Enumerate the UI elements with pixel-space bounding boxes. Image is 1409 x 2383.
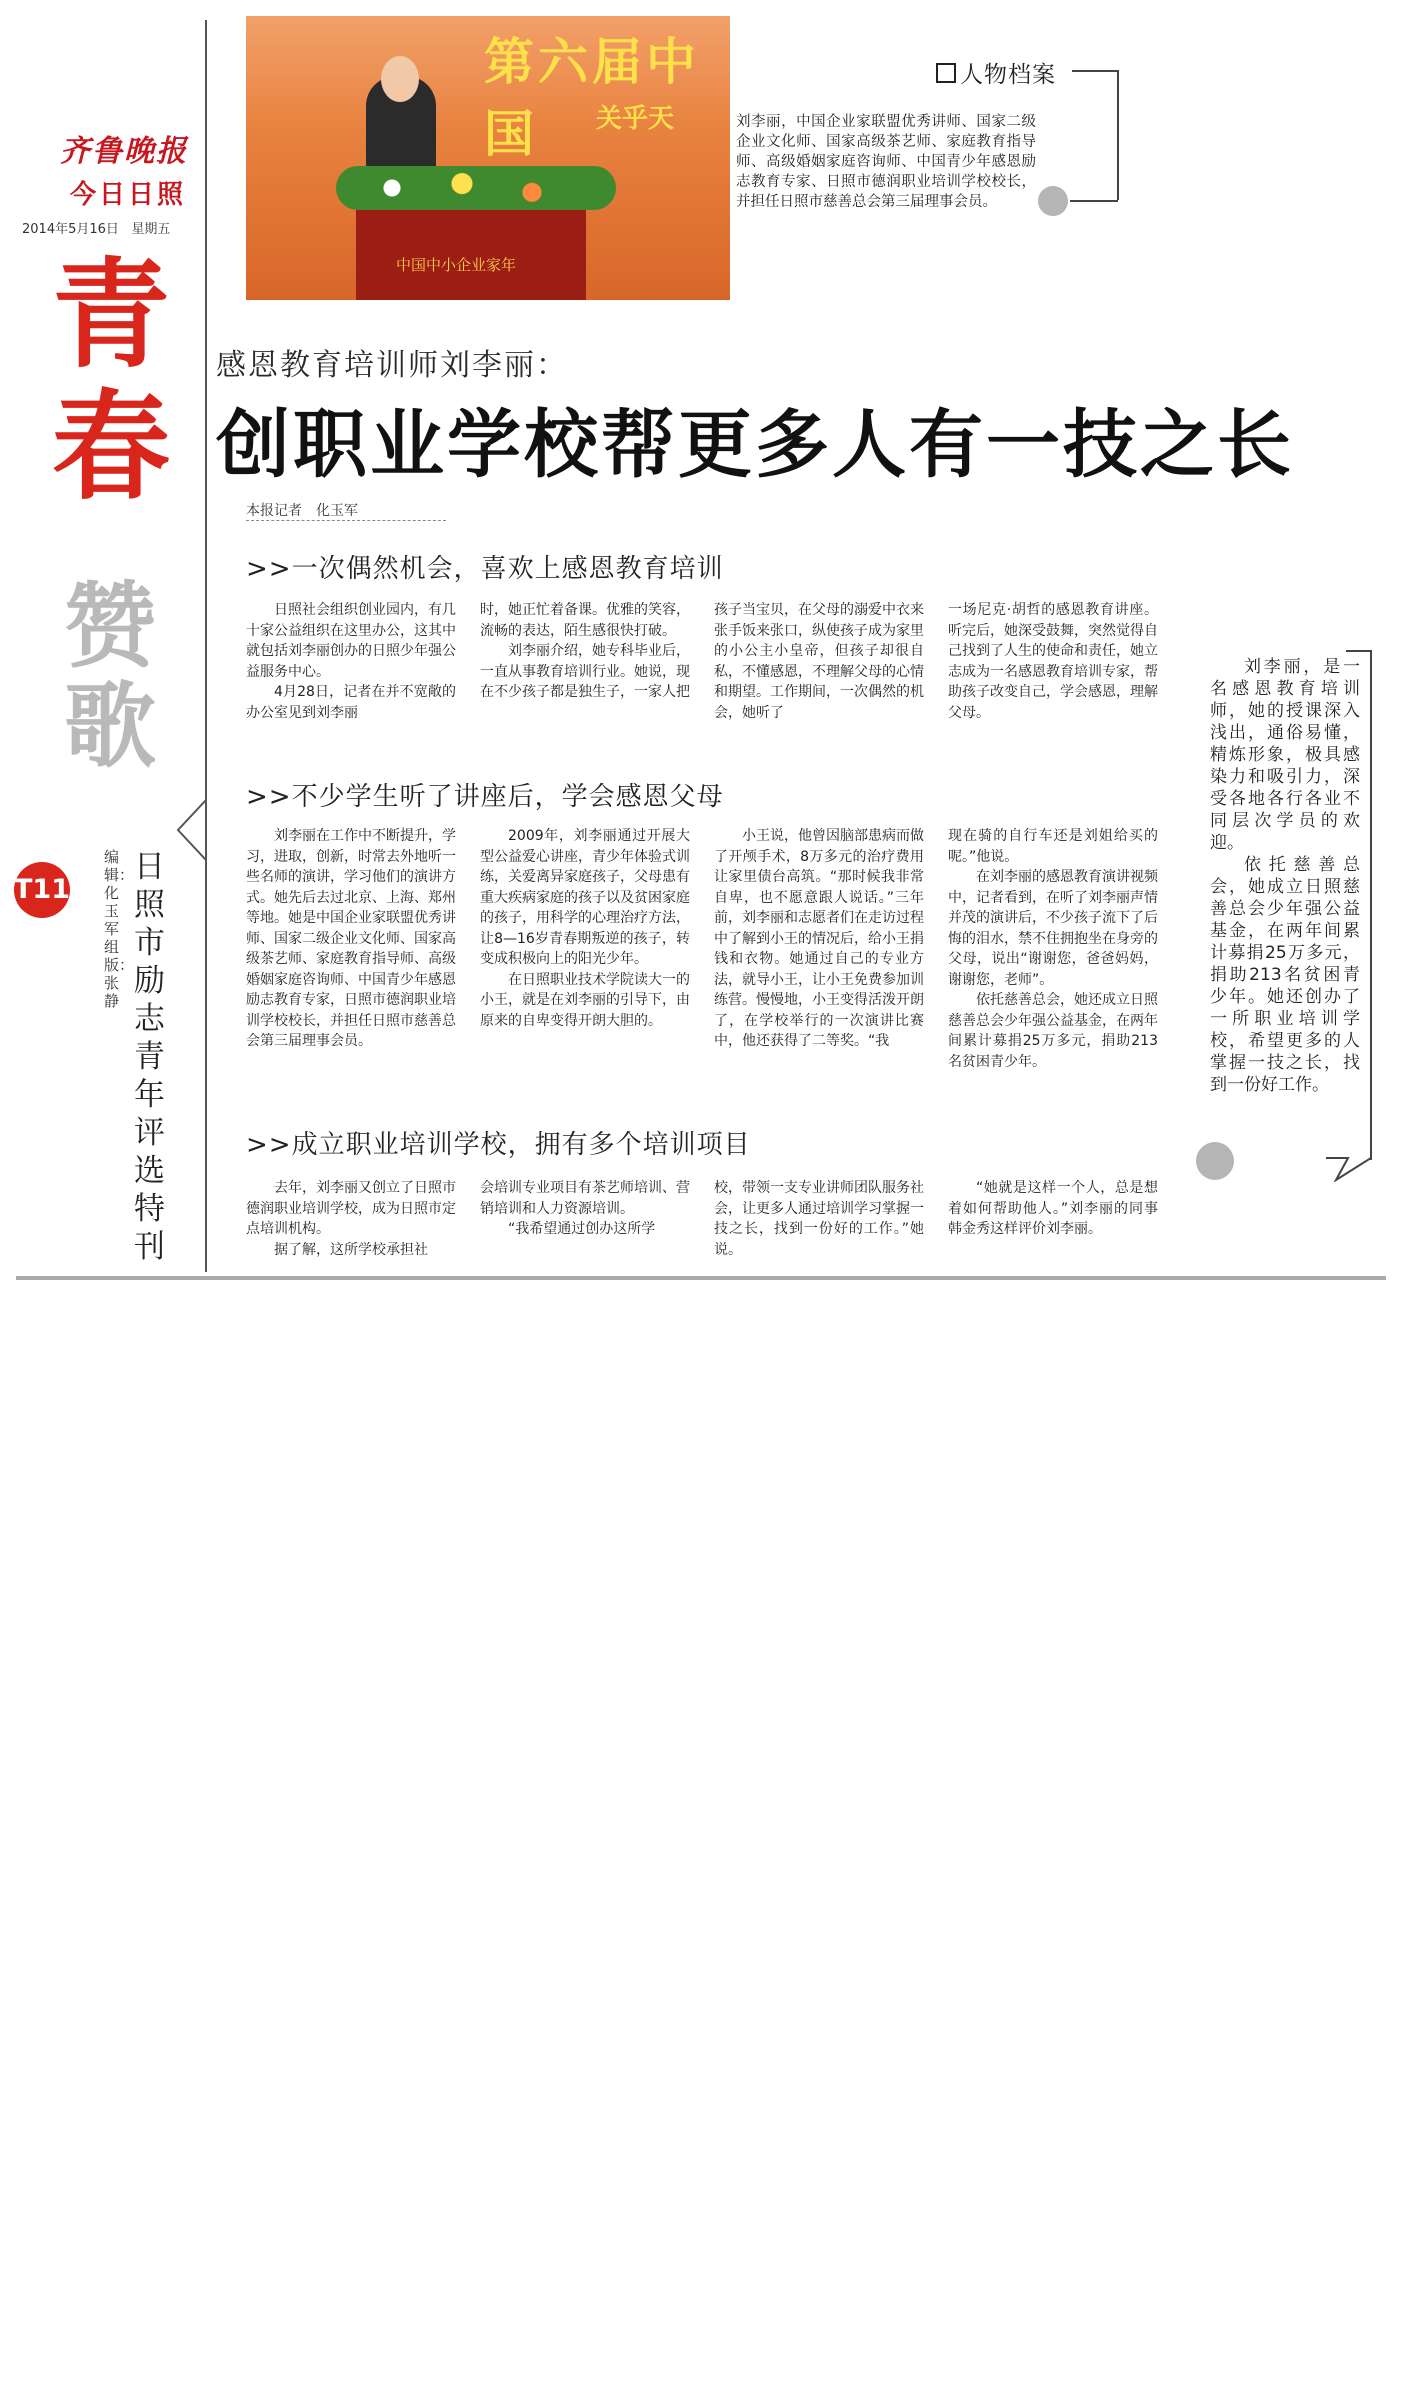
speaker-head [381, 56, 419, 102]
paragraph: 在日照职业技术学院读大一的小王，就是在刘李丽的引导下，由原来的自卑变得开朗大胆的。 [480, 971, 690, 1029]
section-3-column-3 [714, 1178, 924, 1260]
profile-heading [936, 56, 1056, 89]
quote-frame-side [1370, 650, 1372, 1160]
quote-dot-icon [1196, 1142, 1234, 1180]
event-photo [246, 16, 730, 300]
page-number-badge: T11 [14, 862, 70, 918]
profile-frame-side [1117, 70, 1119, 200]
paragraph: 据了解，这所学校承担社 [274, 1241, 428, 1258]
page-bottom-rule [16, 1276, 1386, 1280]
section-heading-2: >>不少学生听了讲座后，学会感恩父母 [246, 782, 724, 812]
section-heading-3: >>成立职业培训学校，拥有多个培训项目 [246, 1130, 751, 1160]
photo-banner-subtext: 关乎天 [596, 104, 675, 134]
section-3-column-1 [246, 1178, 456, 1260]
edition-name: 今日日照 [70, 180, 187, 210]
issue-date: 2014年5月16日 [22, 222, 119, 237]
section-subtitle-char-1: 赞 [64, 572, 157, 680]
section-title-char-1: 青 [52, 245, 171, 384]
quote-paragraph: 刘李丽，是一名感恩教育培训师，她的授课深入浅出，通俗易懂，精炼形象，极具感染力和吸引力，深受各地各行各业不同层次学员的欢迎。 [1210, 657, 1360, 853]
paragraph: 2009年，刘李丽通过开展大型公益爱心讲座，青少年体验式训练，关爱离异家庭孩子，父母患有重大疾病家庭的孩子以及贫困家庭的孩子，用科学的心理治疗方法，让8—16岁青春期叛逆的孩子，转变成积极向上的阳光少年。 [480, 828, 690, 967]
profile-frame-top [1072, 70, 1118, 72]
profile-frame-bottom [1070, 200, 1118, 202]
paragraph: 小王说，他曾因脑部患病而做了开颅手术，8万多元的治疗费用让家里债台高筑。“那时候我非常自卑，也不愿意跟人说话。”三年前，刘李丽和志愿者们在走访过程中了解到小王的情况后，给小王捐钱和衣物。她通过自己的专业方法，就导小王，让小王免费参加训练营。慢慢地，小王变得活泼开朗了，在学校举行的一次演讲比赛中，他还获得了二等奖。“我 [714, 828, 924, 1049]
byline: 本报记者 化玉军 [246, 503, 358, 519]
paragraph: 刘李丽在工作中不断提升，学习，进取，创新，时常去外地听一些名师的演讲，学习他们的演讲方式。她先后去过北京、上海、郑州等地。她是中国企业家联盟优秀讲师、国家二级企业文化师、国家高级茶艺师、家庭教育指导师、高级婚姻家庭咨询师、中国青少年感恩励志教育专家，日照市德润职业培训学校校长，并担任日照市慈善总会第三届理事会员。 [246, 828, 456, 1049]
paragraph: 4月28日，记者在并不宽敞的办公室见到刘李丽 [246, 684, 456, 721]
section-3-column-4 [948, 1178, 1158, 1240]
section-2-column-1 [246, 826, 456, 1052]
byline-rule [246, 520, 446, 521]
article-subtitle: 感恩教育培训师刘李丽： [216, 348, 568, 383]
quote-frame-top [1346, 650, 1372, 652]
article-headline: 创职业学校帮更多人有一技之长 [216, 402, 1294, 488]
paragraph: 在刘李丽的感恩教育演讲视频中，记者看到，在听了刘李丽声情并茂的演讲后，不少孩子流下了后悔的泪水，禁不住拥抱坐在身旁的父母，说出“谢谢您，爸爸妈妈，谢谢您，老师”。 [948, 869, 1158, 988]
section-1-column-4 [948, 600, 1158, 723]
paragraph: 依托慈善总会，她还成立日照慈善总会少年强公益基金，在两年间累计募捐25万多元，捐助213名贫困青少年。 [948, 992, 1158, 1070]
section-2-column-4 [948, 826, 1158, 1072]
section-1-column-1 [246, 600, 456, 723]
checkbox-icon [936, 63, 956, 83]
section-2-column-2 [480, 826, 690, 1031]
quote-paragraph: 依托慈善总会，她成立日照慈善总会少年强公益基金，在两年间累计募捐25万多元，捐助213名贫困青少年。她还创办了一所职业培训学校，希望更多的人掌握一技之长，找到一份好工作。 [1210, 855, 1360, 1095]
podium [356, 196, 586, 300]
section-title-char-2: 春 [52, 377, 171, 516]
paragraph: 会培训专业项目有茶艺师培训、营销培训和人力资源培训。 [480, 1180, 690, 1217]
paragraph: 校，带领一支专业讲师团队服务社会，让更多人通过培训学习掌握一技之长，找到一份好的工作。”她说。 [714, 1180, 924, 1258]
divider-notch [174, 800, 208, 860]
paragraph: 孩子当宝贝，在父母的溺爱中衣来张手饭来张口，纵使孩子成为家里的小公主小皇帝，但孩子却很自私，不懂感恩，不理解父母的心情和期望。工作期间，一次偶然的机会，她听了 [714, 602, 924, 721]
masthead-divider [205, 20, 207, 1272]
flower-arrangement [336, 166, 616, 210]
profile-title: 人物档案 [960, 62, 1056, 88]
paragraph: 刘李丽介绍，她专科毕业后，一直从事教育培训行业。她说，现在不少孩子都是独生子，一家人把 [480, 643, 690, 700]
quote-bubble-tail [1326, 1136, 1372, 1182]
dateline [22, 218, 170, 237]
paragraph: 现在骑的自行车还是刘姐给买的呢。”他说。 [948, 828, 1158, 865]
section-2-column-3 [714, 826, 924, 1052]
issue-weekday: 星期五 [131, 222, 171, 237]
photo-banner-text: 第六届中国 [484, 33, 700, 163]
profile-dot-icon [1038, 186, 1068, 216]
paragraph: 去年，刘李丽又创立了日照市德润职业培训学校，成为日照市定点培训机构。 [246, 1180, 456, 1237]
section-subtitle-char-2: 歌 [64, 672, 157, 780]
section-3-column-2 [480, 1178, 690, 1240]
paragraph: 日照社会组织创业园内，有几十家公益组织在这里办公，这其中就包括刘李丽创办的日照少年强公益服务中心。 [246, 602, 456, 680]
special-issue-title: 日照市励志青年评选特刊 [134, 849, 165, 1265]
paragraph: “我希望通过创办这所学 [508, 1221, 656, 1237]
section-1-column-3 [714, 600, 924, 723]
editor-credits: 编辑：化玉军 组版：张静 [104, 848, 135, 1010]
newspaper-name: 齐鲁晚报 [60, 134, 188, 169]
paragraph: 时，她正忙着备课。优雅的笑容，流畅的表达，陌生感很快打破。 [480, 602, 690, 639]
pull-quote [1210, 656, 1360, 1096]
podium-text: 中国中小企业家年 [396, 256, 517, 274]
section-heading-1: >>一次偶然机会，喜欢上感恩教育培训 [246, 554, 724, 584]
paragraph: 一场尼克·胡哲的感恩教育讲座。听完后，她深受鼓舞，突然觉得自己找到了人生的使命和责任，她立志成为一名感恩教育培训专家，帮助孩子改变自己，学会感恩，理解父母。 [948, 602, 1158, 721]
profile-text: 刘李丽，中国企业家联盟优秀讲师、国家二级企业文化师、国家高级茶艺师、家庭教育指导师、高级婚姻家庭咨询师、中国青少年感恩励志教育专家、日照市德润职业培训学校校长，并担任日照市慈善总会第三届理事会员。 [736, 114, 1036, 210]
paragraph: “她就是这样一个人，总是想着如何帮助他人。”刘李丽的同事韩金秀这样评价刘李丽。 [948, 1180, 1158, 1237]
section-1-column-2 [480, 600, 690, 703]
